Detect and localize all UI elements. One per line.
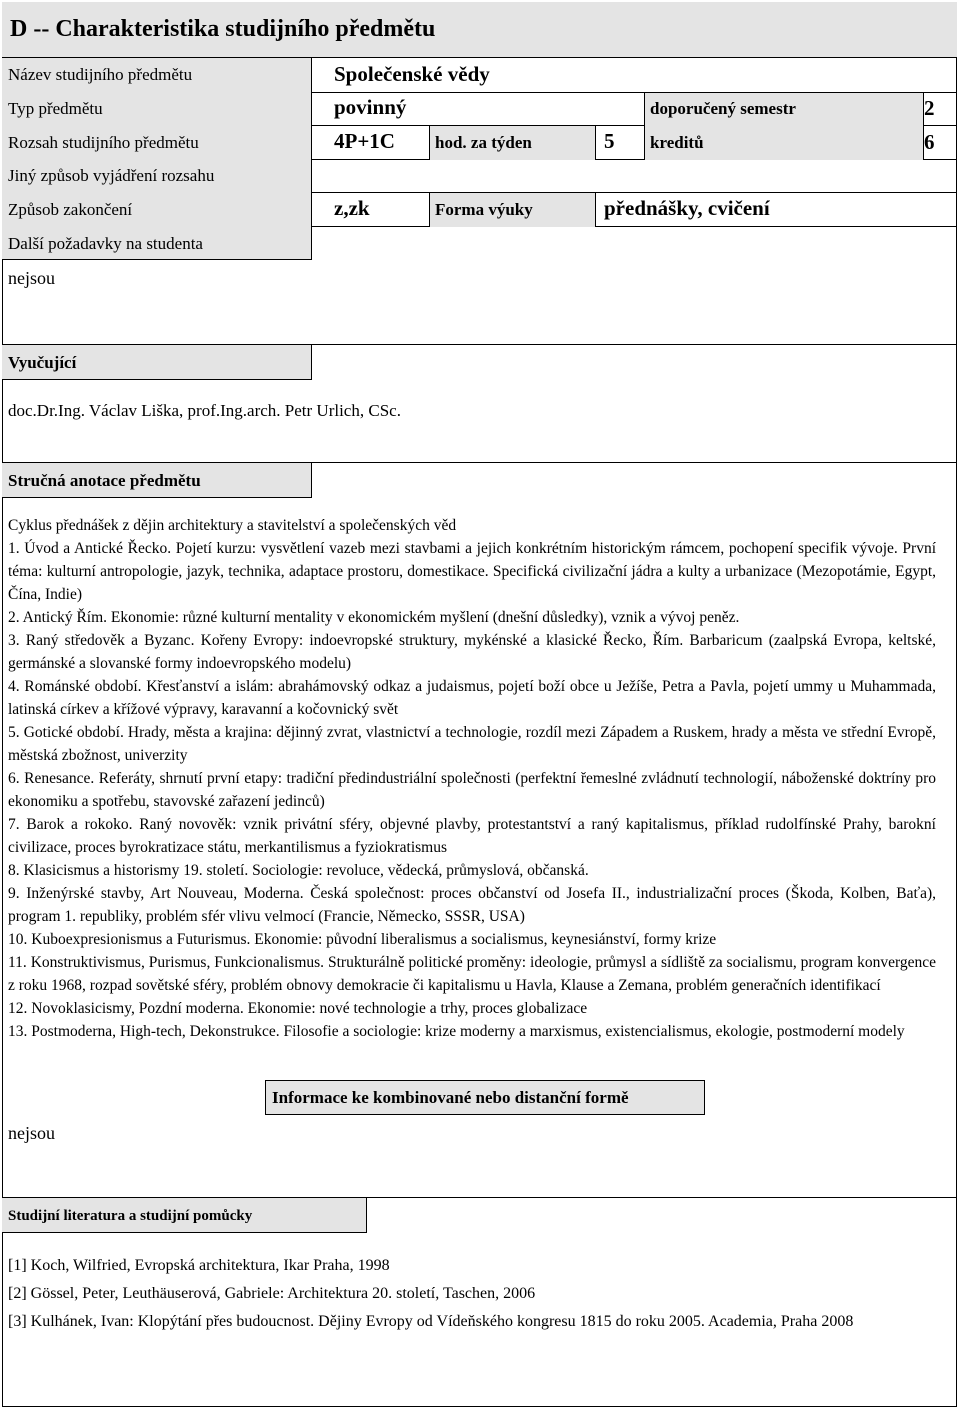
course-name-value: Společenské vědy [334, 62, 490, 86]
annotation-paragraph: 1. Úvod a Antické Řecko. Pojetí kurzu: vysvětlení vazeb mezi stavbami a jejich konkrétním historickým rámcem, pochopení specifik vývoje. První téma: kulturní antropologie, jazyk, technika, adaptace prostoru, domestikace. Specifická civilizační jádra a kulty a urbanizace (Mezopotámie, Egypt, Čína, Indie) [8, 540, 936, 603]
course-name-label: Název studijního předmětu [8, 65, 193, 84]
page-title: D -- Charakteristika studijního předmětu [10, 16, 436, 42]
teachers-value: doc.Dr.Ing. Václav Liška, prof.Ing.arch. Petr Urlich, CSc. [8, 401, 401, 420]
annotation-paragraph: 10. Kuboexpresionismus a Futurismus. Ekonomie: původní liberalismus a socialismus, keynesiánství, formy krize [8, 931, 717, 948]
semester-value: 2 [924, 96, 935, 120]
credits-label: kreditů [650, 133, 704, 152]
literature-label: Studijní literatura a studijní pomůcky [8, 1208, 253, 1224]
annotation-paragraph: 5. Gotické období. Hrady, města a krajina: dějinný zvrat, vlastnictví a technologie, rozdíl mezi Západem a Ruskem, hrady a města ve střední Evropě, městská zbožnost, univerzity [8, 724, 936, 764]
scope-value: 4P+1C [334, 129, 395, 153]
literature-list [8, 1252, 936, 1336]
distance-label: Informace ke kombinované nebo distanční formě [272, 1088, 629, 1107]
course-type-label: Typ předmětu [8, 99, 103, 118]
scope-label: Rozsah studijního předmětu [8, 133, 199, 152]
literature-item: [1] Koch, Wilfried, Evropská architektura, Ikar Praha, 1998 [8, 1257, 390, 1274]
semester-label: doporučený semestr [650, 99, 796, 118]
annotation-paragraph: 9. Inženýrské stavby, Art Nouveau, Moderna. Česká společnost: proces občanství od Josefa II., industrializační proces (Škoda, Kolben, Baťa), program 1. republiky, problém sfér vlivu velmocí (Francie, Německo, SSSR, USA) [8, 885, 936, 925]
requirements-value: nejsou [8, 268, 55, 288]
requirements-label: Další požadavky na studenta [8, 234, 203, 253]
annotation-paragraph: 7. Barok a rokoko. Raný novověk: vznik privátní sféry, objevné plavby, protestantství a raný kapitalismus, příklad rudolfínské Prahy, barokní civilizace, proces byrokratizace státu, merkantilismus a fyziokratismus [8, 816, 936, 856]
annotation-paragraph: 8. Klasicismus a historismy 19. století. Sociologie: revoluce, vědecká, průmyslová, občanská. [8, 862, 589, 879]
credits-value: 6 [924, 130, 935, 154]
annotation-paragraph: 3. Raný středověk a Byzanc. Kořeny Evropy: indoevropské struktury, mykénské a klasické Řecko, Řím. Barbaricum (zaalpská Evropa, keltské, germánské a slovanské formy indoevropského modelu) [8, 632, 936, 672]
annotation-paragraph: 12. Novoklasicismy, Pozdní moderna. Ekonomie: nové technologie a trhy, proces globalizace [8, 1000, 588, 1017]
annotation-paragraph: 13. Postmoderna, High-tech, Dekonstrukce. Filosofie a sociologie: krize moderny a marxismus, existencialismus, ekologie, postmoderní modely [8, 1023, 905, 1040]
hours-label: hod. za týden [435, 133, 532, 152]
annotation-paragraph: 11. Konstruktivismus, Purismus, Funkcionalismus. Strukturálně politické proměny: ideologie, průmysl a sídliště za socialismu, program konvergence z roku 1968, rozpad sovětské sféry, problém obnovy demokracie či kapitalismu u Havla, Klause a Zemana, problém generačních identifikací [8, 954, 936, 994]
distance-value: nejsou [8, 1123, 55, 1143]
annotation-paragraph: 2. Antický Řím. Ekonomie: různé kulturní mentality v ekonomickém myšlení (dnešní důsledky), vznik a vývoj peněz. [8, 609, 740, 626]
document-header [2, 2, 957, 58]
form-label: Forma výuky [435, 200, 533, 219]
course-type-value: povinný [334, 95, 407, 119]
literature-item: [2] Gössel, Peter, Leuthäuserová, Gabriele: Architektura 20. století, Taschen, 2006 [8, 1285, 536, 1302]
teachers-label: Vyučující [8, 353, 77, 372]
annotation-paragraph: 6. Renesance. Referáty, shrnutí první etapy: tradiční předindustriální společnosti (perfektní řemeslné zvládnutí technologií, náboženské doktríny pro ekonomiku a spotřebu, stavovské zařazení jedinců) [8, 770, 936, 810]
completion-label: Způsob zakončení [8, 200, 133, 219]
annotation-label: Stručná anotace předmětu [8, 471, 201, 490]
annotation-paragraph: 4. Románské období. Křesťanství a islám: abrahámovský odkaz a judaismus, pojetí boží obce u Ježíše, Petra a Pavla, pojetí ummy u Muhammada, latinská církev a křížové výpravy, karavanní a kočovnický svět [8, 678, 936, 718]
completion-value: z,zk [334, 196, 370, 220]
form-value: přednášky, cvičení [604, 196, 770, 220]
annotation-body [8, 514, 936, 1043]
hours-value: 5 [604, 129, 615, 153]
literature-item: [3] Kulhánek, Ivan: Klopýtání přes budoucnost. Dějiny Evropy od Vídeňského kongresu 1815 do roku 2005. Academia, Praha 2008 [8, 1313, 854, 1330]
other-scope-label: Jiný způsob vyjádření rozsahu [8, 166, 215, 185]
annotation-paragraph: Cyklus přednášek z dějin architektury a stavitelství a společenských věd [8, 517, 457, 534]
